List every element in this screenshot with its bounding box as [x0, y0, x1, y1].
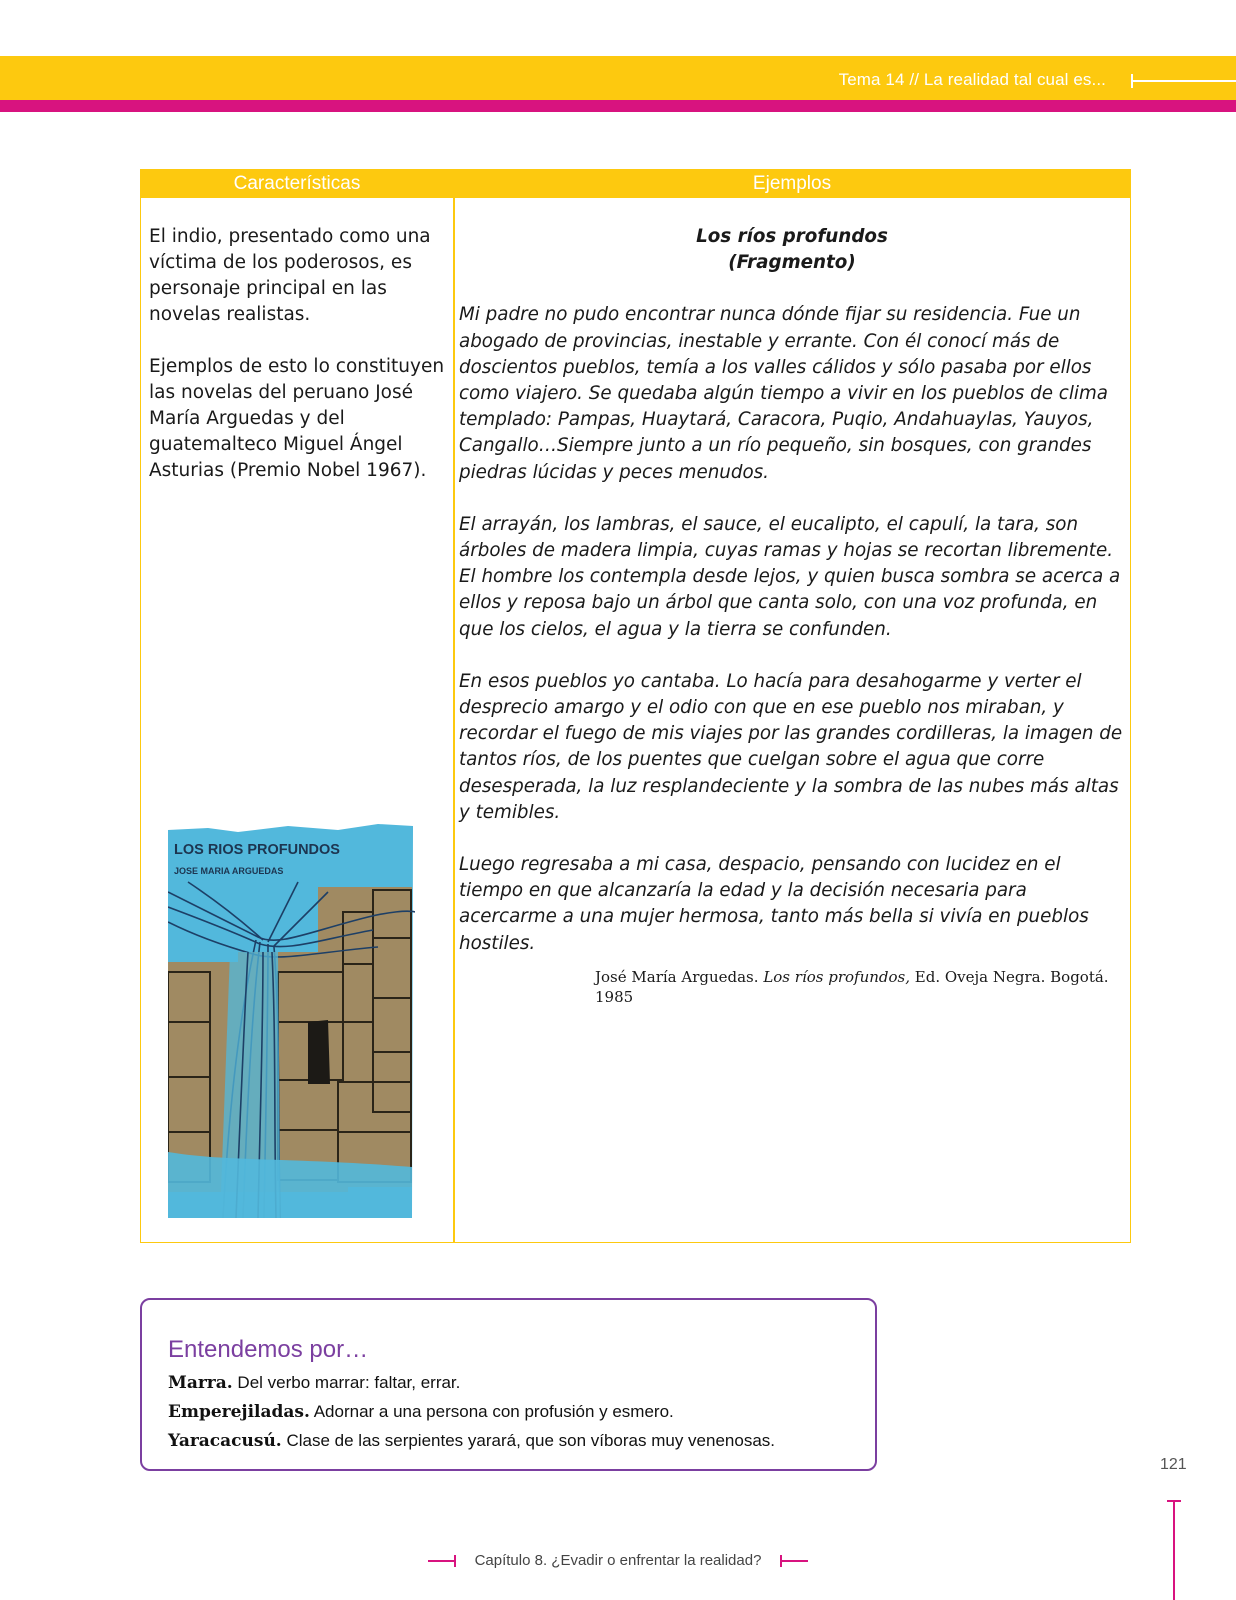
footer-rule-right — [780, 1560, 808, 1562]
book-cover-image — [168, 822, 415, 1218]
page-number: 121 — [1160, 1456, 1187, 1473]
examples-cell — [459, 224, 1125, 1007]
characteristics-table — [140, 169, 1131, 1243]
excerpt-subtitle: (Fragmento) — [728, 252, 856, 274]
excerpt-title: Los ríos profundos — [696, 226, 888, 247]
section-title: Tema 14 // La realidad tal cual es... — [838, 70, 1106, 89]
header-accent-stripe — [0, 100, 1236, 112]
characteristic-paragraph: El indio, presentado como una víctima de los poderosos, es personaje principal en las novelas realistas. — [149, 226, 431, 325]
glossary-entry — [168, 1402, 674, 1422]
characteristics-cell — [149, 224, 447, 510]
column-divider — [453, 170, 455, 1242]
footer — [0, 1552, 1236, 1569]
glossary-entry — [168, 1373, 460, 1393]
citation — [595, 967, 1125, 1007]
citation-work: Los ríos profundos, — [763, 967, 911, 986]
excerpt-paragraph: El arrayán, los lambras, el sauce, el eucalipto, el capulí, la tara, son árboles de madera limpia, cuyas ramas y hojas se recortan libremente. El hombre los contempla desde lejos, y quien busca sombra se acerca a ellos y reposa bajo un árbol que canta solo, con una voz profunda, en que los cielos, el agua y la tierra se confunden. — [459, 513, 1121, 640]
glossary-box — [140, 1298, 877, 1471]
glossary-title: Entendemos por… — [168, 1336, 369, 1363]
glossary-definition: Del verbo marrar: faltar, errar. — [237, 1373, 461, 1392]
column-header-examples: Ejemplos — [752, 173, 832, 194]
citation-author: José María Arguedas. — [595, 967, 759, 986]
citation-publisher: Ed. Oveja Negra. Bogotá. 1985 — [595, 967, 1109, 1006]
cover-title: LOS RIOS PROFUNDOS — [174, 842, 340, 858]
footer-title: ¿Evadir o enfrentar la realidad? — [551, 1552, 762, 1569]
glossary-term: Marra. — [168, 1373, 233, 1393]
page-marker-line — [1173, 1502, 1175, 1600]
excerpt-paragraph: Luego regresaba a mi casa, despacio, pensando con lucidez en el tiempo en que alcanzaría la edad y la decisión necesaria para acercarme a una mujer hermosa, tanto más bella si vivía en pueblos hostiles. — [459, 854, 1089, 954]
book-cover-illustration — [168, 822, 415, 1218]
footer-chapter: Capítulo 8. — [474, 1552, 548, 1569]
excerpt-paragraph: En esos pueblos yo cantaba. Lo hacía para desahogarme y verter el desprecio amargo y el odio con que en ese pueblo nos miraban, y recordar el fuego de mis viajes por las grandes cordilleras, la imagen de tantos ríos, de los puentes que cuelgan sobre el agua que corre desesperada, la luz resplandeciente y la sombra de las nubes más altas y temibles. — [459, 670, 1123, 823]
cover-author: JOSE MARIA ARGUEDAS — [174, 866, 284, 876]
glossary-definition: Clase de las serpientes yarará, que son víboras muy venenosas. — [286, 1431, 776, 1450]
table-header-row — [141, 170, 1130, 198]
column-header-characteristics: Características — [233, 173, 361, 194]
excerpt-paragraph: Mi padre no pudo encontrar nunca dónde fijar su residencia. Fue un abogado de provincias, inestable y errante. Con él conocí más de doscientos pueblos, temía a los valles cálidos y sólo pasaba por ellos como viajero. Se quedaba algún tiempo a vivir en los pueblos de clima templado: Pampas, Huaytará, Caracora, Puqio, Andahuaylas, Yauyos, Cangallo…Siempre junto a un río pequeño, sin bosques, con grandes piedras lúcidas y peces menudos. — [459, 304, 1108, 483]
glossary-entry — [168, 1431, 775, 1451]
header-rule — [1133, 80, 1236, 82]
characteristic-paragraph: Ejemplos de esto lo constituyen las novelas del peruano José María Arguedas y del guatemalteco Miguel Ángel Asturias (Premio Nobel 1967). — [149, 356, 445, 481]
glossary-term: Yaracacusú. — [168, 1431, 282, 1451]
glossary-definition: Adornar a una persona con profusión y esmero. — [313, 1402, 674, 1421]
glossary-term: Emperejiladas. — [168, 1402, 310, 1422]
footer-rule-left — [428, 1560, 456, 1562]
